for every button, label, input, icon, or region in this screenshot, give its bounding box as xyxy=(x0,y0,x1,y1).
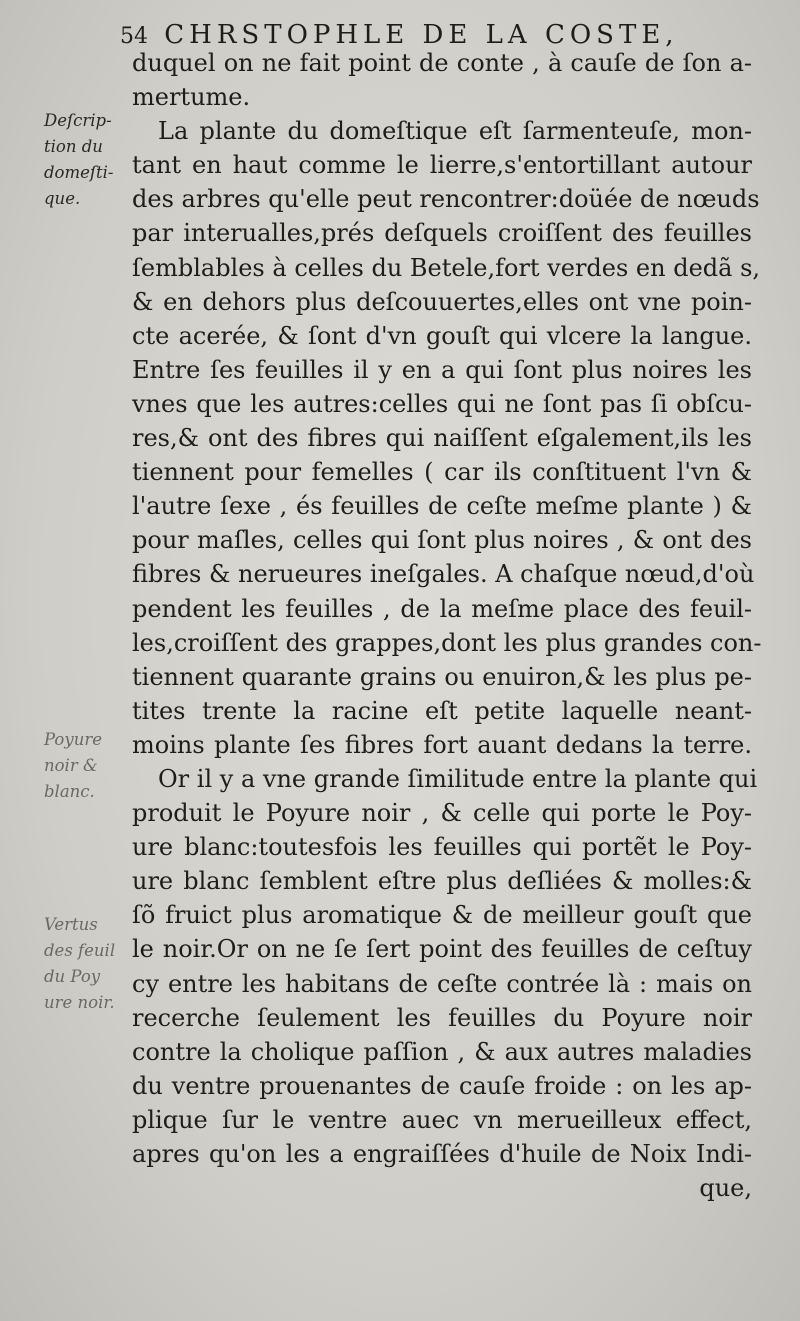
text-line: vnes que les autres:celles qui ne ſont pas ſi obſcu- xyxy=(132,389,752,418)
text-line: produit le Poyure noir , & celle qui porte le Poy- xyxy=(132,799,752,828)
margin-note-line: tion du xyxy=(44,137,103,156)
text-line: ſõ fruict plus aromatique & de meilleur gouſt que xyxy=(132,901,752,930)
margin-note-line: du Poy xyxy=(44,967,101,986)
text-line: recerche ſeulement les feuilles du Poyure noir xyxy=(132,1003,752,1032)
text-line: plique ſur le ventre auec vn merueilleux effect, xyxy=(132,1105,752,1134)
text-line: ſemblables à celles du Betele,fort verdes en dedã s, xyxy=(132,253,761,282)
text-line: apres qu'on les a engraiſſées d'huile de Noix Indi- xyxy=(132,1140,752,1168)
text-line: tiennent quarante grains ou enuiron,& les plus pe- xyxy=(132,662,752,691)
text-line: La plante du domeſtique eſt ſarmenteuſe, mon- xyxy=(158,117,752,146)
running-title: CHRSTOPHLE DE LA COSTE, xyxy=(164,20,679,50)
text-line: tant en haut comme le lierre,s'entortillant autour xyxy=(132,151,752,180)
text-line: des arbres qu'elle peut rencontrer:doüée de nœuds xyxy=(132,185,760,214)
margin-note-line: ure noir. xyxy=(44,993,115,1012)
text-line: res,& ont des fibres qui naiſſent eſgalement,ils les xyxy=(132,424,752,453)
margin-note-line: des feuil xyxy=(44,941,116,960)
text-line: du ventre prouenantes de cauſe froide : on les ap- xyxy=(132,1071,752,1100)
margin-note-line: blanc. xyxy=(44,782,95,801)
text-line: les,croiſſent des grappes,dont les plus grandes con- xyxy=(132,628,762,657)
margin-note-line: noir & xyxy=(44,756,98,775)
text-line: Entre ſes feuilles il y en a qui ſont plus noires les xyxy=(132,355,752,384)
margin-note-line: Poyure xyxy=(44,730,102,749)
margin-note-pepper xyxy=(44,727,130,805)
text-line: & en dehors plus deſcouuertes,elles ont vne poin- xyxy=(132,287,752,316)
margin-note-virtues xyxy=(44,912,130,1016)
text-line: ure blanc ſemblent eſtre plus deſliées & molles:& xyxy=(132,867,752,896)
body-text xyxy=(132,46,762,1205)
text-line: mertume. xyxy=(132,83,251,112)
page-number: 54 xyxy=(120,24,148,49)
margin-note-line: Vertus xyxy=(44,915,98,934)
text-line: contre la cholique paſſion , & aux autres maladies xyxy=(132,1037,752,1066)
margin-note-line: domeſti- xyxy=(44,163,114,182)
text-line: duquel on ne fait point de conte , à cauſe de ſon a- xyxy=(132,49,752,77)
text-line: Or il y a vne grande ſimilitude entre la plante qui xyxy=(158,764,758,793)
text-line: cte acerée, & ſont d'vn gouſt qui vlcere la langue. xyxy=(132,321,752,350)
text-line: cy entre les habitans de ceſte contrée là : mais on xyxy=(132,969,752,998)
margin-note-line: que. xyxy=(44,189,81,208)
text-line: par interualles,prés deſquels croiſſent des feuilles xyxy=(132,219,752,248)
text-line: le noir.Or on ne ſe ſert point des feuilles de ceſtuy xyxy=(132,935,752,964)
text-line: pendent les feuilles , de la meſme place des feuil- xyxy=(132,594,752,623)
text-line: tites trente la racine eſt petite laquelle neant- xyxy=(132,696,752,725)
text-line: tiennent pour femelles ( car ils conſtituent l'vn & xyxy=(132,458,752,487)
margin-note-line: Deſcrip- xyxy=(44,111,112,130)
text-line: pour maſles, celles qui ſont plus noires , & ont des xyxy=(132,526,752,555)
text-line: moins plante ſes fibres fort auant dedans la terre. xyxy=(132,730,752,759)
text-line: fibres & nerueures ineſgales. A chaſque nœud,d'où xyxy=(132,560,755,589)
margin-note-description xyxy=(44,108,130,212)
text-line: que, xyxy=(699,1174,752,1203)
text-line: l'autre ſexe , és feuilles de ceſte meſme plante ) & xyxy=(132,492,752,521)
text-line: ure blanc:toutesfois les feuilles qui portẽt le Poy- xyxy=(132,833,752,862)
